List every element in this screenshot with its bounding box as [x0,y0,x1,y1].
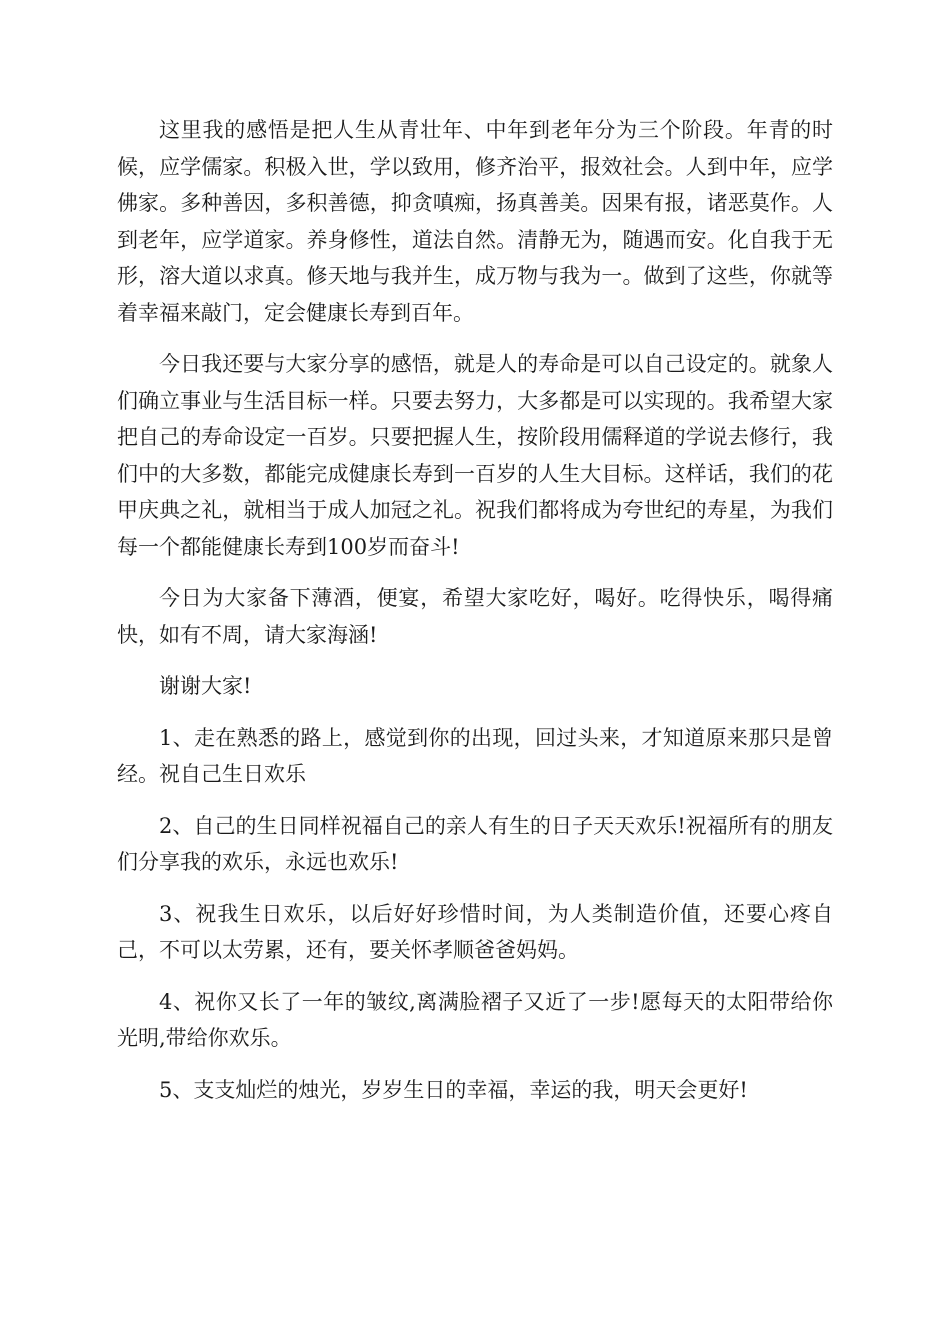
paragraph-lifespan: 今日我还要与大家分享的感悟，就是人的寿命是可以自己设定的。就象人们确立事业与生活目标一样。只要去努力，大多都是可以实现的。我希望大家把自己的寿命设定一百岁。只要把握人生，按阶段用儒释道的学说去修行，我们中的大多数，都能完成健康长寿到一百岁的人生大目标。这样话，我们的花甲庆典之礼，就相当于成人加冠之礼。祝我们都将成为夸世纪的寿星，为我们每一个都能健康长寿到100岁而奋斗! [117,352,833,559]
document-body [117,112,833,1123]
list-item-wish-3: 3、祝我生日欢乐，以后好好珍惜时间，为人类制造价值，还要心疼自己，不可以太劳累，还有，要关怀孝顺爸爸妈妈。 [117,901,833,962]
list-item-wish-2: 2、自己的生日同样祝福自己的亲人有生的日子天天欢乐!祝福所有的朋友们分享我的欢乐，永远也欢乐! [117,813,833,874]
paragraph-thanks: 谢谢大家! [159,674,252,698]
list-item-wish-4: 4、祝你又长了一年的皱纹,离满脸褶子又近了一步!愿每天的太阳带给你光明,带给你欢乐。 [117,989,833,1050]
paragraph-life-stages: 这里我的感悟是把人生从青壮年、中年到老年分为三个阶段。年青的时候，应学儒家。积极入世，学以致用，修齐治平，报效社会。人到中年，应学佛家。多种善因，多积善德，抑贪嗔痴，扬真善美。因果有报，诸恶莫作。人到老年，应学道家。养身修性，道法自然。清静无为，随遇而安。化自我于无形，溶大道以求真。修天地与我并生，成万物与我为一。做到了这些，你就等着幸福来敲门，定会健康长寿到百年。 [117,118,833,325]
list-item-wish-5: 5、支支灿烂的烛光，岁岁生日的幸福，幸运的我，明天会更好! [159,1077,748,1102]
list-item-wish-1: 1、走在熟悉的路上，感觉到你的出现，回过头来，才知道原来那只是曾经。祝自己生日欢乐 [117,725,833,786]
paragraph-banquet: 今日为大家备下薄酒，便宴，希望大家吃好，喝好。吃得快乐，喝得痛快，如有不周，请大家海涵! [117,586,833,647]
